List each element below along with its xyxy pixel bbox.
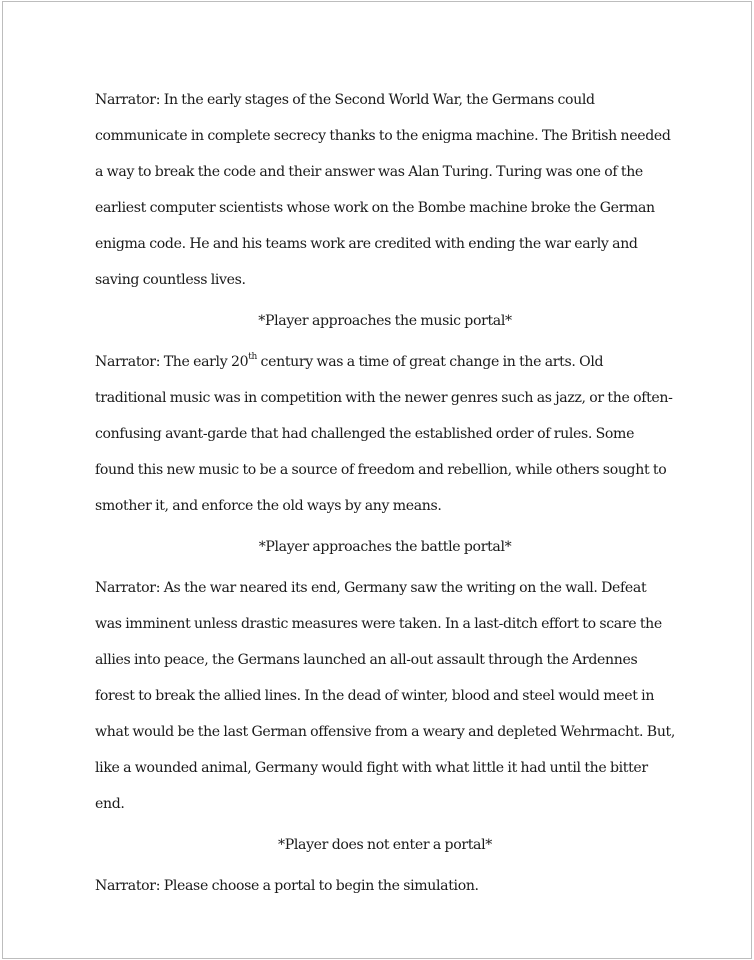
stage-direction-battle-portal: *Player approaches the battle portal* [258, 539, 512, 555]
music-paragraph-rest: century was a time of great change in the arts. Old traditional music was in competition with the newer genres such as jazz, or the often-confusing avant-garde that had challenged the established order of rules. Some found this new music to be a source of freedom and rebellion, while others sought to smother it, and enforce the old ways by any means. [95, 354, 673, 514]
narration-paragraph-enigma: Narrator: In the early stages of the Second World War, the Germans could communicate in complete secrecy thanks to the enigma machine. The British needed a way to break the code and their answer was Alan Turing. Turing was one of the earliest computer scientists whose work on the Bombe machine broke the German enigma code. He and his teams work are credited with ending the war early and saving countless lives. [95, 92, 671, 288]
music-paragraph-start: Narrator: The early 20 [95, 354, 249, 370]
ordinal-superscript: th [248, 352, 257, 363]
document-page [2, 1, 752, 959]
stage-direction-no-portal: *Player does not enter a portal* [278, 837, 492, 853]
stage-direction-music-portal: *Player approaches the music portal* [258, 313, 512, 329]
document-body [95, 82, 675, 904]
narration-paragraph-battle: Narrator: As the war neared its end, Germany saw the writing on the wall. Defeat was imminent unless drastic measures were taken. In a last-ditch effort to scare the allies into peace, the Germans launched an all-out assault through the Ardennes forest to break the allied lines. In the dead of winter, blood and steel would meet in what would be the last German offensive from a weary and depleted Wehrmacht. But, like a wounded animal, Germany would fight with what little it had until the bitter end. [95, 580, 675, 812]
narration-paragraph-music [95, 344, 675, 524]
narration-paragraph-choose: Narrator: Please choose a portal to begin the simulation. [95, 878, 479, 894]
